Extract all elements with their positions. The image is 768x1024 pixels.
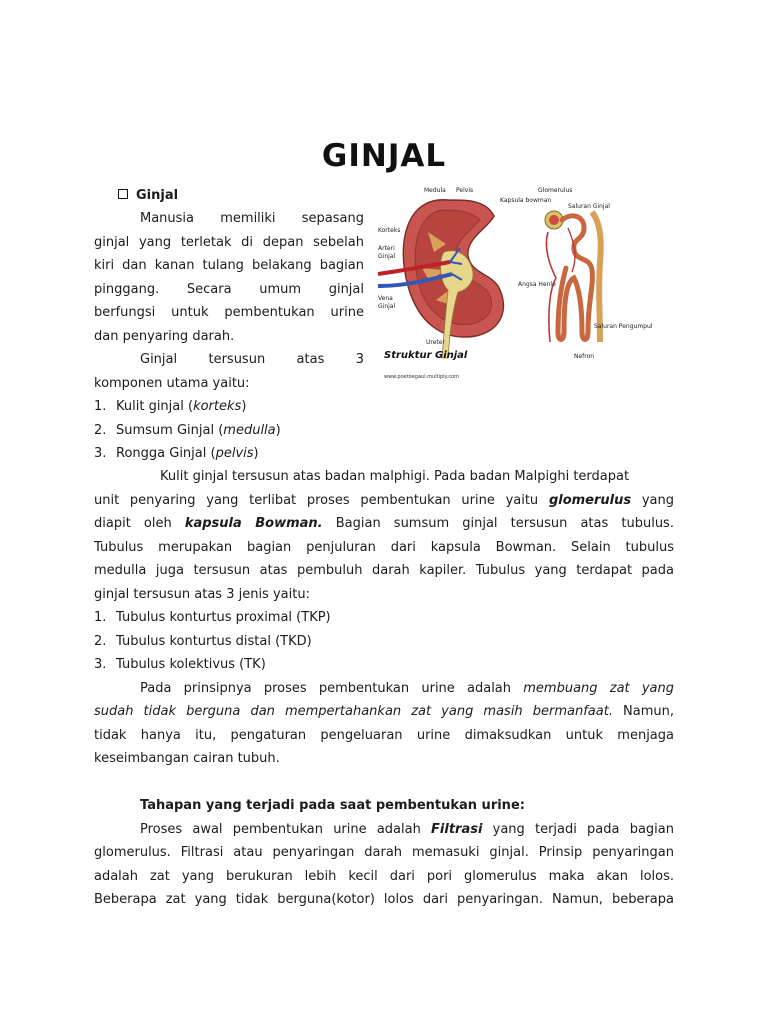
list-number: 3.	[94, 657, 107, 672]
label-vena: Vena	[378, 295, 393, 302]
paragraph-line	[140, 818, 674, 841]
components-intro-line: Ginjal tersusun atas 3	[140, 352, 364, 367]
list-close: )	[241, 399, 247, 414]
intro-line: ginjal yang terletak di depan sebelah	[94, 235, 364, 250]
components-intro-line: komponen utama yaitu:	[94, 376, 250, 391]
label-ureter: Ureter	[426, 339, 445, 346]
text-run: unit penyaring yang terlibat proses pembentukan urine yaitu	[94, 493, 539, 508]
paragraph-line	[94, 489, 674, 512]
intro-line: pinggang. Secara umum ginjal	[94, 282, 364, 297]
text-run: Proses awal pembentukan urine adalah	[140, 822, 421, 837]
list-text: Rongga Ginjal (	[116, 446, 216, 461]
label-pelvis: Pelvis	[456, 187, 474, 194]
list-number: 2.	[94, 634, 107, 649]
list-number: 2.	[94, 423, 107, 438]
kidney-structure-figure	[378, 182, 653, 382]
paragraph-line: Beberapa zat yang tidak berguna(kotor) lolos dari penyaringan. Namun, beberapa	[94, 892, 674, 907]
term-glomerulus: glomerulus	[548, 493, 632, 508]
list-item	[94, 630, 674, 653]
label-korteks: Korteks	[378, 227, 401, 234]
paragraph-line	[94, 700, 674, 723]
nephron-tubule	[558, 216, 592, 340]
intro-line: berfungsi untuk pembentukan urine	[94, 305, 364, 320]
list-text: Tubulus konturtus proximal (TKP)	[116, 610, 331, 625]
text-run: diapit oleh	[94, 516, 172, 531]
stages-heading: Tahapan yang terjadi pada saat pembentukan urine:	[140, 798, 525, 813]
list-term: korteks	[193, 399, 242, 414]
paragraph-line: medulla juga tersusun atas pembuluh darah kapiler. Tubulus yang terdapat pada	[94, 563, 674, 578]
label-medula: Medula	[424, 187, 446, 194]
paragraph-line: keseimbangan cairan tubuh.	[94, 751, 280, 766]
paragraph-line: tidak hanya itu, pengaturan pengeluaran urine dimaksudkan untuk menjaga	[94, 728, 674, 743]
list-number: 1.	[94, 610, 107, 625]
intro-line: Manusia memiliki sepasang	[140, 211, 364, 226]
list-close: )	[253, 446, 259, 461]
label-glomerulus: Glomerulus	[538, 187, 573, 194]
figure-caption: Struktur Ginjal	[384, 350, 468, 361]
paragraph-line: Tubulus merupakan bagian penjuluran dari kapsula Bowman. Selain tubulus	[94, 540, 674, 555]
list-item	[94, 419, 674, 442]
text-run: yang terjadi pada bagian	[492, 822, 674, 837]
list-text: Kulit ginjal (	[116, 399, 194, 414]
text-run: Bagian sumsum ginjal tersusun atas tubulus.	[335, 516, 674, 531]
page-title: GINJAL	[321, 138, 447, 174]
paragraph-line: Kulit ginjal tersusun atas badan malphigi. Pada badan Malpighi terdapat	[160, 469, 630, 484]
intro-line: dan penyaring darah.	[94, 329, 235, 344]
emphasis-run: membuang zat yang	[523, 681, 675, 696]
list-text: Sumsum Ginjal (	[116, 423, 224, 438]
figure-source: www.poetoegaul.multiply.com	[384, 374, 460, 380]
text-run: yang	[641, 493, 675, 508]
label-arteri: Arteri	[378, 245, 395, 252]
label-saluran-pengumpul: Saluran Pengumpul	[594, 323, 653, 330]
list-text: Tubulus konturtus distal (TKD)	[116, 634, 312, 649]
label-arteri-2: Ginjal	[378, 253, 396, 260]
list-item	[94, 442, 674, 465]
text-run: Namun,	[623, 704, 674, 719]
list-item	[94, 653, 674, 676]
list-number: 3.	[94, 446, 107, 461]
list-text: Tubulus kolektivus (TK)	[116, 657, 266, 672]
intro-line: kiri dan kanan tulang belakang bagian	[94, 258, 364, 273]
list-number: 1.	[94, 399, 107, 414]
section-heading-text: Ginjal	[136, 188, 179, 203]
kidney-illustration	[378, 182, 653, 382]
paragraph-line: adalah zat yang berukuran lebih kecil dari pori glomerulus maka akan lolos.	[94, 869, 674, 884]
paragraph-line: glomerulus. Filtrasi atau penyaringan darah memasuki ginjal. Prinsip penyaringan	[94, 845, 674, 860]
list-item	[94, 395, 674, 418]
paragraph-line: ginjal tersusun atas 3 jenis yaitu:	[94, 587, 310, 602]
list-term: medulla	[223, 423, 276, 438]
checkbox-bullet-icon	[118, 189, 128, 199]
list-close: )	[275, 423, 281, 438]
term-filtrasi: Filtrasi	[431, 822, 483, 837]
term-kapsula-bowman: kapsula Bowman.	[184, 516, 323, 531]
label-nefron: Nefron	[574, 353, 595, 360]
list-item	[94, 606, 674, 629]
label-kapsula: Kapsula bowman	[500, 197, 552, 204]
paragraph-line	[140, 677, 674, 700]
emphasis-run: sudah tidak berguna dan mempertahankan zat yang masih bermanfaat.	[94, 704, 613, 719]
text-run: Pada prinsipnya proses pembentukan urine adalah	[140, 681, 512, 696]
label-vena-2: Ginjal	[378, 303, 396, 310]
label-angsa-henle: Angsa Henle	[518, 281, 556, 288]
list-term: pelvis	[215, 446, 254, 461]
label-saluran-ginjal: Saluran Ginjal	[568, 203, 610, 210]
paragraph-line	[94, 512, 674, 535]
